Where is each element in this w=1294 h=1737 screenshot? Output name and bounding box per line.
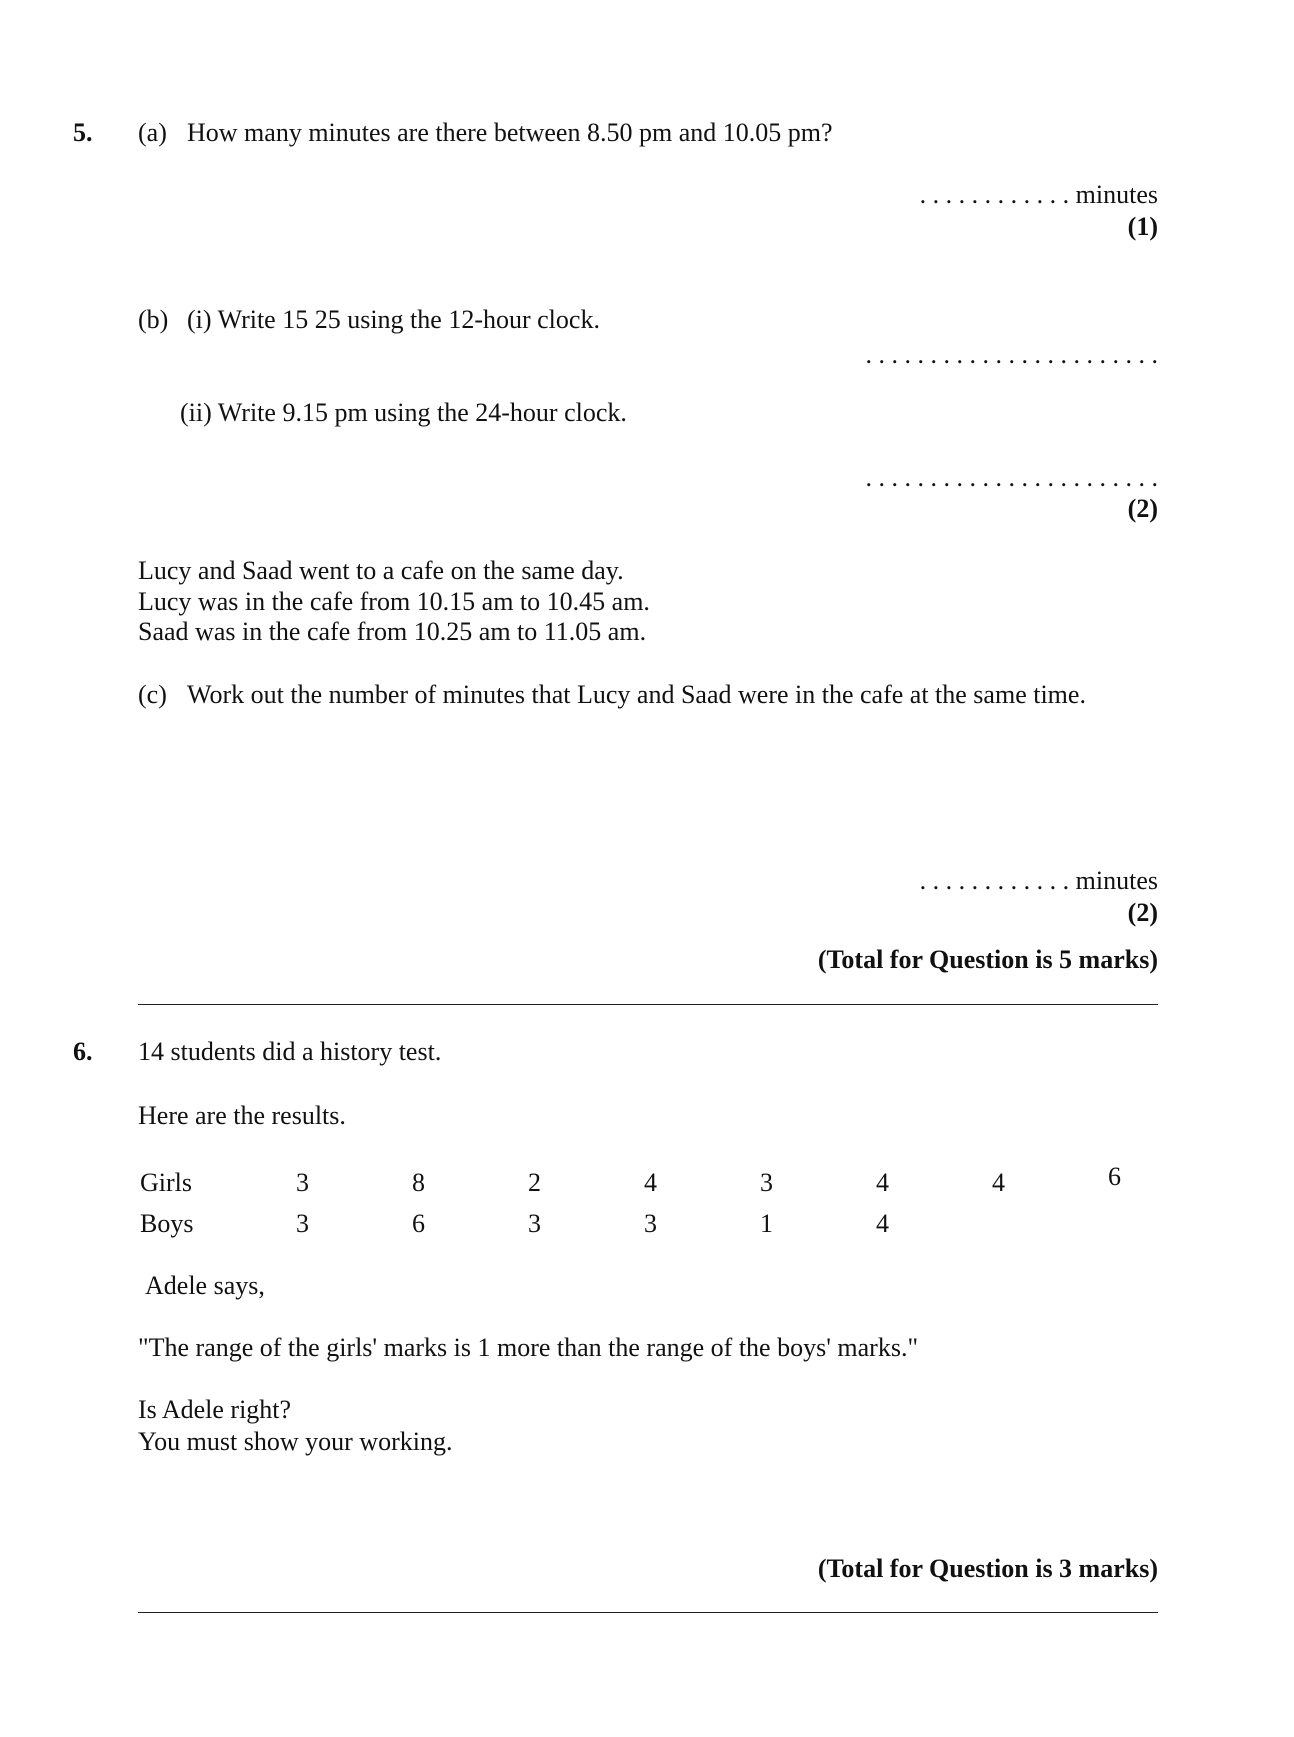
girls-mark: 8 bbox=[412, 1168, 425, 1197]
part-c-marks: (2) bbox=[1127, 898, 1158, 927]
part-b-label: (b) bbox=[138, 305, 169, 334]
girls-mark: 3 bbox=[296, 1168, 309, 1197]
question-6-total: (Total for Question is 3 marks) bbox=[817, 1554, 1158, 1583]
boys-label: Boys bbox=[140, 1209, 194, 1238]
boys-mark: 4 bbox=[876, 1209, 889, 1238]
question-6-intro: 14 students did a history test. bbox=[138, 1037, 442, 1066]
info-line: Saad was in the cafe from 10.25 am to 11.05 am. bbox=[138, 617, 647, 646]
boys-mark: 3 bbox=[528, 1209, 541, 1238]
girls-label: Girls bbox=[140, 1168, 192, 1197]
part-a-answer-line[interactable]: . . . . . . . . . . . . minutes bbox=[919, 180, 1158, 209]
part-a-marks: (1) bbox=[1127, 212, 1158, 241]
part-b-ii-question: (ii) Write 9.15 pm using the 24-hour clock. bbox=[180, 398, 627, 427]
part-a-question: How many minutes are there between 8.50 pm and 10.05 pm? bbox=[187, 118, 833, 147]
part-c-answer-line[interactable]: . . . . . . . . . . . . minutes bbox=[919, 866, 1158, 895]
info-line: Lucy and Saad went to a cafe on the same day. bbox=[138, 556, 624, 585]
divider-line bbox=[138, 1004, 1158, 1005]
question-number-5: 5. bbox=[73, 118, 93, 147]
part-b-i-question: (i) Write 15 25 using the 12-hour clock. bbox=[187, 305, 600, 334]
girls-mark: 4 bbox=[644, 1168, 657, 1197]
part-b-marks: (2) bbox=[1127, 494, 1158, 523]
boys-mark: 3 bbox=[296, 1209, 309, 1238]
boys-mark: 3 bbox=[644, 1209, 657, 1238]
question-line: Is Adele right? bbox=[138, 1395, 292, 1424]
question-5-total: (Total for Question is 5 marks) bbox=[817, 945, 1158, 974]
boys-mark: 1 bbox=[760, 1209, 773, 1238]
question-line: You must show your working. bbox=[138, 1427, 453, 1456]
girls-mark: 3 bbox=[760, 1168, 773, 1197]
girls-mark: 2 bbox=[528, 1168, 541, 1197]
adele-quote: "The range of the girls' marks is 1 more than the range of the boys' marks." bbox=[138, 1333, 919, 1362]
info-line: Lucy was in the cafe from 10.15 am to 10.45 am. bbox=[138, 587, 650, 616]
boys-mark: 6 bbox=[412, 1209, 425, 1238]
part-c-question: Work out the number of minutes that Lucy and Saad were in the cafe at the same time. bbox=[187, 680, 1086, 709]
girls-mark: 6 bbox=[1108, 1162, 1121, 1191]
part-c-label: (c) bbox=[138, 680, 167, 709]
part-b-ii-answer-line[interactable]: . . . . . . . . . . . . . . . . . . . . . . . bbox=[865, 463, 1158, 492]
girls-mark: 4 bbox=[876, 1168, 889, 1197]
part-a-label: (a) bbox=[138, 118, 167, 147]
girls-mark: 4 bbox=[992, 1168, 1005, 1197]
question-number-6: 6. bbox=[73, 1037, 93, 1066]
part-b-i-answer-line[interactable]: . . . . . . . . . . . . . . . . . . . . . . . bbox=[865, 340, 1158, 369]
results-intro: Here are the results. bbox=[138, 1101, 346, 1130]
adele-says: Adele says, bbox=[145, 1271, 265, 1300]
divider-line bbox=[138, 1612, 1158, 1613]
